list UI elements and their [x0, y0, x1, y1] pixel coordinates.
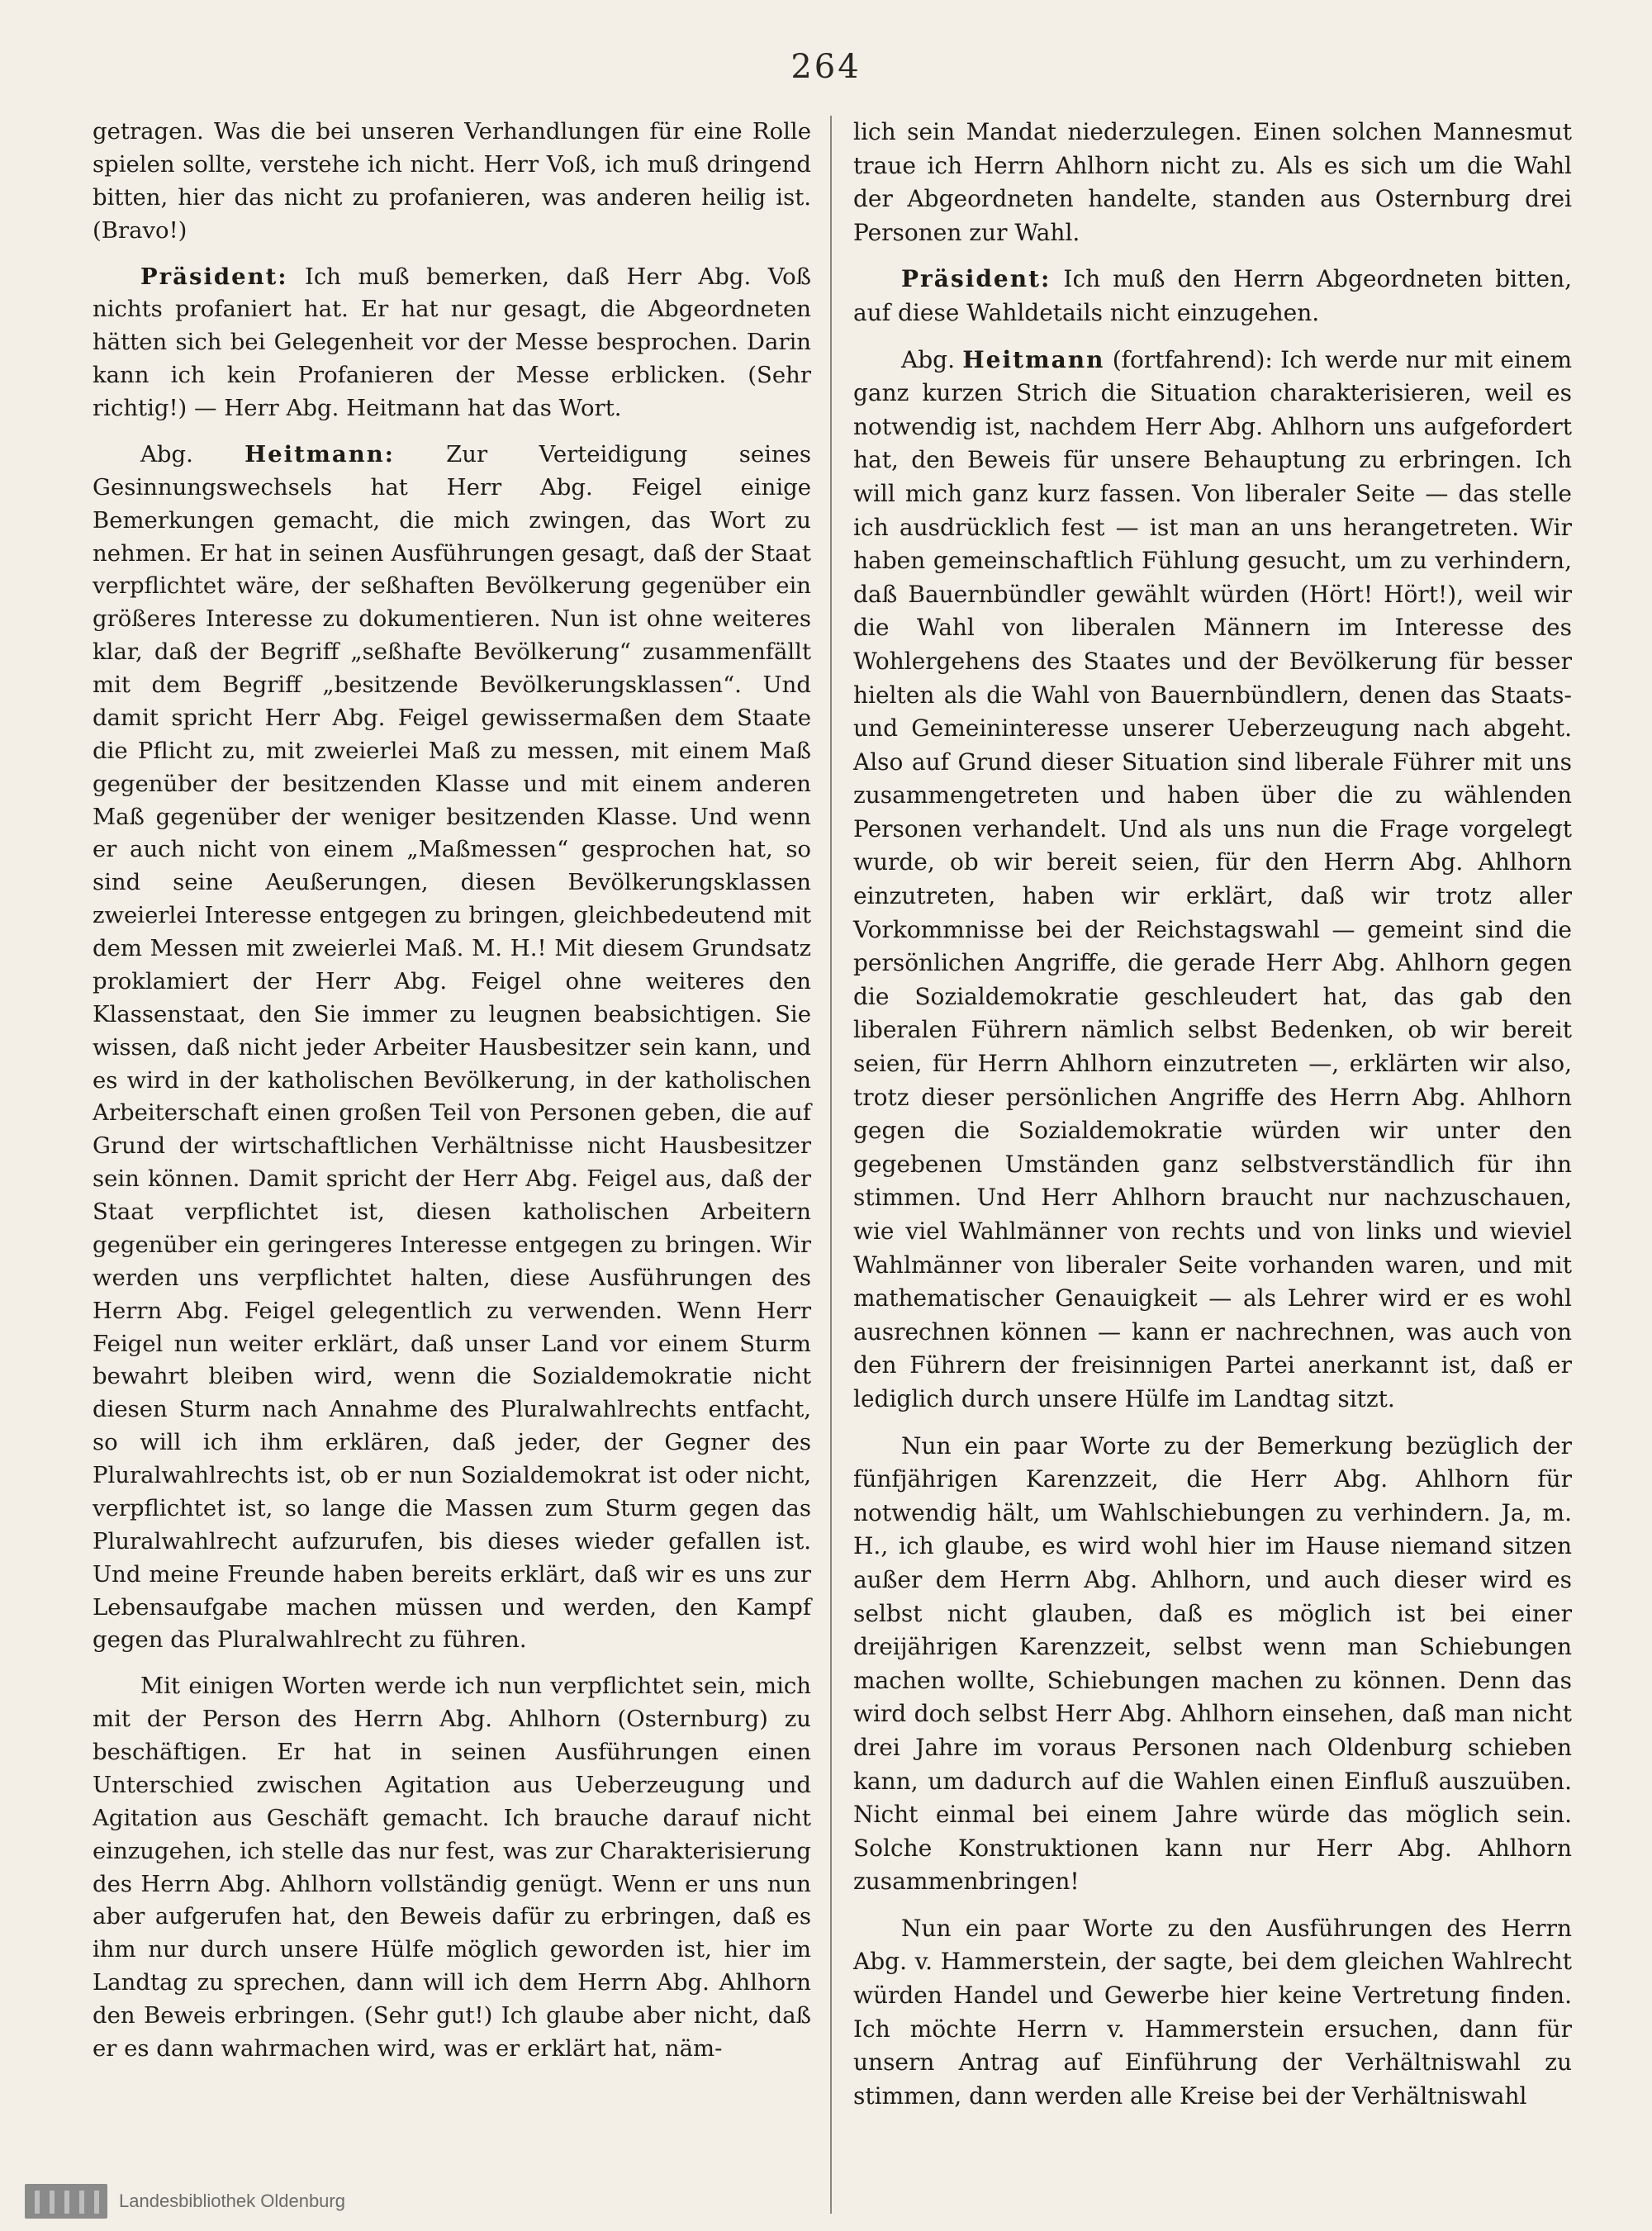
paragraph: [93, 439, 811, 1657]
left-column: [93, 116, 811, 2079]
paragraph: [853, 1912, 1572, 2114]
paragraph-text: lich sein Mandat niederzulegen. Einen solchen Mannesmut traue ich Herrn Ahlhorn nicht zu. Als es sich um die Wahl der Abgeordneten handelte, standen aus Osternburg drei Personen zur Wahl.: [853, 118, 1572, 246]
library-building-icon: [25, 2184, 107, 2219]
paragraph-text: Ich muß den Herrn Abgeordneten bitten, auf diese Wahldetails nicht einzugehen.: [853, 265, 1572, 326]
paragraph-text: Nun ein paar Worte zu der Bemerkung bezüglich der fünfjährigen Karenzzeit, die Herr Abg. Ahlhorn für notwendig hält, um Wahlschiebungen zu verhindern. Ja, m. H., ich glaube, es wird wohl hier im Hause niemand sitzen außer dem Herrn Abg. Ahlhorn, und auch dieser wird es selbst nicht glauben, daß es möglich ist bei einer dreijährigen Karenzzeit, selbst wenn man Schiebungen machen wollte, Schiebungen machen zu können. Denn das wird doch selbst Herr Abg. Ahlhorn einsehen, daß man nicht drei Jahre im voraus Personen nach Oldenburg schieben kann, um dadurch auf die Wahlen einen Einfluß auszuüben. Nicht einmal bei einem Jahre würde das möglich sein. Solche Konstruktionen kann nur Herr Abg. Ahlhorn zusammenbringen!: [853, 1431, 1572, 1896]
paragraph-text: getragen. Was die bei unseren Verhandlungen für eine Rolle spielen sollte, verstehe ich nicht. Herr Voß, ich muß dringend bitten, hier das nicht zu profanieren, was anderen heilig ist. (Bravo!): [93, 118, 811, 244]
speaker-name: Präsident:: [140, 263, 288, 290]
footer-label: Landesbibliothek Oldenburg: [119, 2191, 345, 2211]
paragraph-text: Zur Verteidigung seines Gesinnungswechsels hat Herr Abg. Feigel einige Bemerkungen gemacht, die mich zwingen, das Wort zu nehmen. Er hat in seinen Ausführungen gesagt, daß der Staat verpflichtet wäre, der seßhaften Bevölkerung gegenüber ein größeres Interesse zu dokumentieren. Nun ist ohne weiteres klar, daß der Begriff „seßhafte Bevölkerung“ zusammenfällt mit dem Begriff „besitzende Bevölkerungsklassen“. Und damit spricht Herr Abg. Feigel gewissermaßen dem Staate die Pflicht zu, mit zweierlei Maß zu messen, mit einem Maß gegenüber der besitzenden Klasse und mit einem anderen Maß gegenüber der weniger besitzenden Klasse. Und wenn er auch nicht von einem „Maßmessen“ gesprochen hat, so sind seine Aeußerungen, diesen Bevölkerungsklassen zweierlei Interesse entgegen zu bringen, gleichbedeutend mit dem Messen mit zweierlei Maß. M. H.! Mit diesem Grundsatz proklamiert der Herr Abg. Feigel ohne weiteres den Klassenstaat, den Sie immer zu leugnen beabsichtigen. Sie wissen, daß nicht jeder Arbeiter Hausbesitzer sein kann, und es wird in der katholischen Bevölkerung, in der katholischen Arbeiterschaft einen großen Teil von Personen geben, die auf Grund der wirtschaftlichen Verhältnisse nicht Hausbesitzer sein können. Damit spricht der Herr Abg. Feigel aus, daß der Staat verpflichtet ist, diesen katholischen Arbeitern gegenüber ein geringeres Interesse entgegen zu bringen. Wir werden uns verpflichtet halten, diese Ausführungen des Herrn Abg. Feigel gelegentlich zu verwenden. Wenn Herr Feigel nun weiter erklärt, daß unser Land vor einem Sturm bewahrt bleiben wird, wenn die Sozialdemokratie nicht diesen Sturm nach Annahme des Pluralwahlrechts entfacht, so will ich ihm erklären, daß jeder, der Gegner des Pluralwahlrechts ist, ob er nun Sozialdemokrat ist oder nicht, verpflichtet ist, so lange die Massen zum Sturm gegen das Pluralwahlrecht aufzurufen, bis dieses wieder gefallen ist. Und meine Freunde haben bereits erklärt, daß wir es uns zur Lebensaufgabe machen müssen und werden, den Kampf gegen das Pluralwahlrecht zu führen.: [93, 440, 811, 1654]
speaker-name: Präsident:: [901, 265, 1051, 293]
paragraph-text: Mit einigen Worten werde ich nun verpflichtet sein, mich mit der Person des Herrn Abg. Ahlhorn (Osternburg) zu beschäftigen. Er hat in seinen Ausführungen einen Unterschied zwischen Agitation aus Ueberzeugung und Agitation aus Geschäft gemacht. Ich brauche darauf nicht einzugehen, ich stelle das nur fest, was zur Charakterisierung des Herrn Abg. Ahlhorn vollständig genügt. Wenn er uns nun aber aufgerufen hat, den Beweis dafür zu erbringen, daß es ihm nur durch unsere Hülfe möglich geworden ist, hier im Landtag zu sprechen, dann will ich dem Herrn Abg. Ahlhorn den Beweis erbringen. (Sehr gut!) Ich glaube aber nicht, daß er es dann wahrmachen wird, was er erklärt hat, näm-: [93, 1673, 811, 2062]
paragraph-text: Ich muß bemerken, daß Herr Abg. Voß nichts profaniert hat. Er hat nur gesagt, die Abgeordneten hätten sich bei Gelegenheit vor der Messe besprochen. Darin kann ich kein Profanieren der Messe erblicken. (Sehr richtig!) — Herr Abg. Heitmann hat das Wort.: [93, 263, 811, 421]
paragraph: [853, 1430, 1572, 1899]
speaker-prefix: Abg.: [140, 440, 245, 468]
paragraph-text: Nun ein paar Worte zu den Ausführungen des Herrn Abg. v. Hammerstein, der sagte, bei dem gleichen Wahlrecht würden Handel und Gewerbe hier keine Vertretung finden. Ich möchte Herrn v. Hammerstein ersuchen, dann für unsern Antrag auf Einführung der Verhältniswahl zu stimmen, dann werden alle Kreise bei der Verhältniswahl: [853, 1914, 1572, 2110]
paragraph: [853, 263, 1572, 330]
column-divider: [830, 116, 832, 2214]
speaker-name: Heitmann: [962, 345, 1105, 373]
paragraph: [93, 1670, 811, 2066]
paragraph: [853, 344, 1572, 1417]
speaker-name: Heitmann:: [244, 440, 395, 468]
paragraph: [93, 261, 811, 425]
right-column: [853, 116, 1572, 2126]
paragraph: [853, 116, 1572, 249]
footer: [0, 2181, 413, 2222]
paragraph: [93, 116, 811, 248]
speaker-prefix: Abg.: [901, 345, 963, 373]
paragraph-text: (fortfahrend): Ich werde nur mit einem ganz kurzen Strich die Situation charakterisieren, weil es notwendig ist, nachdem Herr Abg. Ahlhorn uns aufgefordert hat, den Beweis für unsere Behauptung zu erbringen. Ich will mich ganz kurz fassen. Von liberaler Seite — das stelle ich ausdrücklich fest — ist man an uns herangetreten. Wir haben gemeinschaftlich Fühlung gesucht, um zu verhindern, daß Bauernbündler gewählt würden (Hört! Hört!), weil wir die Wahl von liberalen Männern im Interesse des Wohlergehens des Staates und der Bevölkerung für besser hielten als die Wahl von Bauernbündlern, denen das Staats- und Gemeininteresse unserer Ueberzeugung nach abgeht. Also auf Grund dieser Situation sind liberale Führer mit uns zusammengetreten und haben über die zu wählenden Personen verhandelt. Und als uns nun die Frage vorgelegt wurde, ob wir bereit seien, für den Herrn Abg. Ahlhorn einzutreten, haben wir erklärt, daß wir trotz aller Vorkommnisse bei der Reichstagswahl — gemeint sind die persönlichen Angriffe, die gerade Herr Abg. Ahlhorn gegen die Sozialdemokratie geschleudert hat, das gab den liberalen Führern nämlich selbst Bedenken, ob wir bereit seien, für Herrn Ahlhorn einzutreten —, erklärten wir also, trotz dieser persönlichen Angriffe des Herrn Abg. Ahlhorn gegen die Sozialdemokratie würden wir unter den gegebenen Umständen ganz selbstverständlich für ihn stimmen. Und Herr Ahlhorn braucht nur nachzuschauen, wie viel Wahlmänner von rechts und von links und wieviel Wahlmänner von liberaler Seite vorhanden waren, und mit mathematischer Genauigkeit — als Lehrer wird er es wohl ausrechnen können — kann er nachrechnen, was auch von den Führern der freisinnigen Partei anerkannt ist, daß er lediglich durch unsere Hülfe im Landtag sitzt.: [853, 345, 1573, 1412]
page-number: 264: [790, 48, 862, 86]
